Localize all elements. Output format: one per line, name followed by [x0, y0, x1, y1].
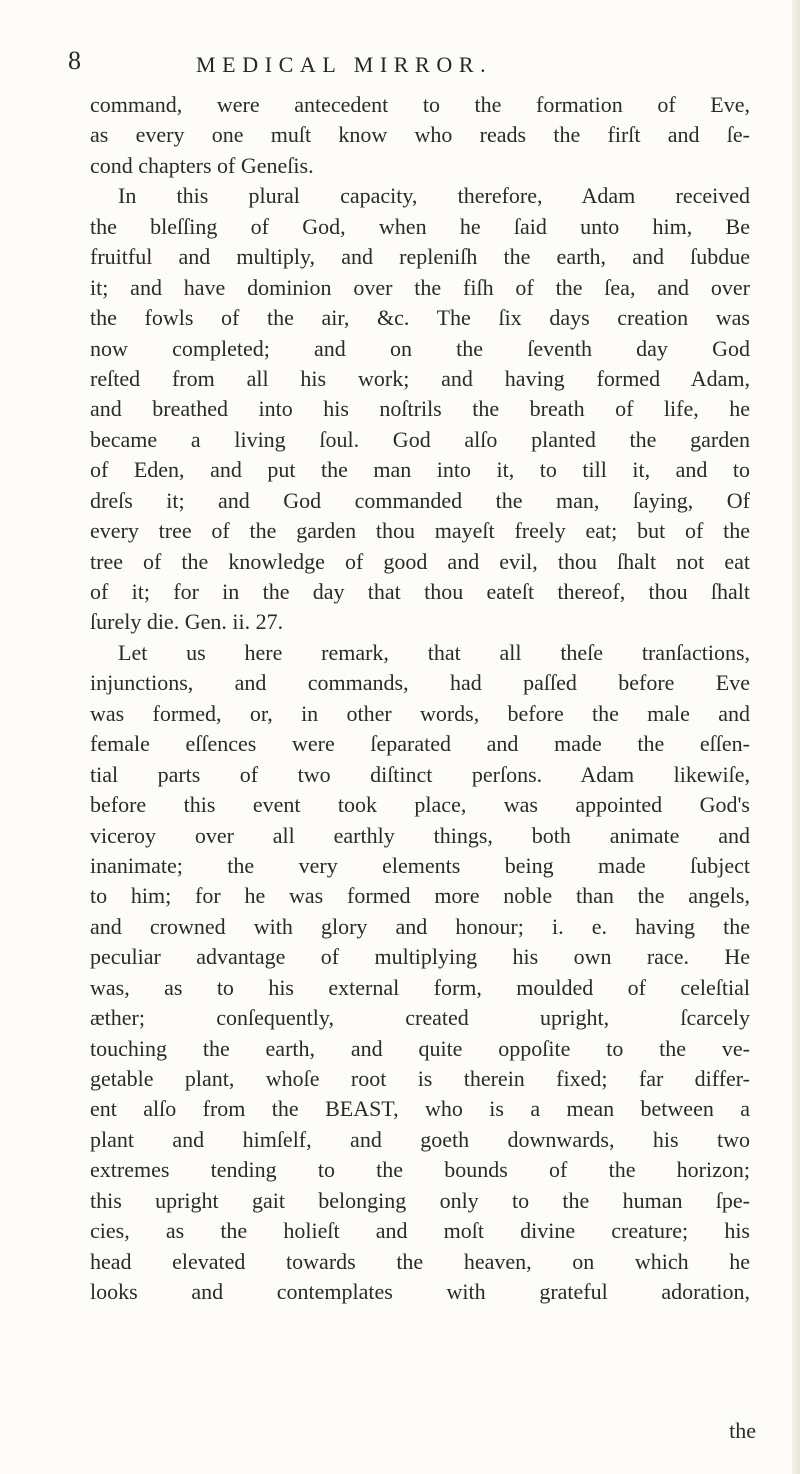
body-text [90, 90, 750, 1308]
text-line: was formed, or, in other words, before the male and [90, 700, 750, 726]
text-line: of it; for in the day that thou eateſt thereof, thou ſhalt [90, 579, 750, 604]
text-line: touching the earth, and quite oppoſite to the ve- [90, 1035, 750, 1061]
text-line: In this plural capacity, therefore, Adam received [118, 183, 750, 209]
catchword: the [729, 1418, 756, 1443]
text-line: became a living ſoul. God alſo planted the garden [90, 426, 750, 452]
page-number: 8 [68, 46, 81, 75]
text-line: reſted from all his work; and having formed Adam, [90, 365, 750, 391]
text-line: head elevated towards the heaven, on which he [90, 1248, 750, 1274]
text-line: female eſſences were ſeparated and made the eſſen- [90, 731, 750, 757]
text-line: now completed; and on the ſeventh day God [90, 335, 750, 361]
text-line: and crowned with glory and honour; i. e. having the [90, 913, 750, 939]
text-line: cies, as the holieſt and moſt divine creature; his [90, 1218, 750, 1244]
text-line: tial parts of two diſtinct perſons. Adam likewiſe, [90, 761, 750, 787]
text-line: dreſs it; and God commanded the man, ſaying, Of [90, 487, 750, 513]
text-line: this upright gait belonging only to the human ſpe- [90, 1187, 750, 1213]
text-line: peculiar advantage of multiplying his own race. He [90, 944, 750, 970]
text-line: plant and himſelf, and goeth downwards, his two [90, 1126, 750, 1152]
text-line: it; and have dominion over the fiſh of the ſea, and over [90, 274, 750, 300]
text-line: æther; conſequently, created upright, ſcarcely [90, 1005, 750, 1031]
text-line: tree of the knowledge of good and evil, thou ſhalt not eat [90, 548, 750, 574]
text-line: ent alſo from the BEAST, who is a mean between a [90, 1096, 750, 1122]
running-head: MEDICAL MIRROR. [196, 52, 493, 77]
text-line: the bleſſing of God, when he ſaid unto him, Be [90, 213, 750, 239]
text-line: before this event took place, was appointed God's [90, 792, 750, 818]
text-line: to him; for he was formed more noble than the angels, [90, 883, 750, 909]
text-line: viceroy over all earthly things, both animate and [90, 822, 750, 848]
text-line: extremes tending to the bounds of the horizon; [90, 1157, 750, 1183]
text-line: command, were antecedent to the formation of Eve, [90, 92, 750, 117]
text-line: inanimate; the very elements being made ſubject [90, 852, 750, 878]
text-line: getable plant, whoſe root is therein fixed; far differ- [90, 1066, 750, 1091]
text-line: ſurely die. Gen. ii. 27. [90, 609, 284, 635]
text-line: fruitful and multiply, and repleniſh the earth, and ſubdue [90, 244, 750, 270]
text-line: injunctions, and commands, had paſſed before Eve [90, 670, 750, 696]
text-line: every tree of the garden thou mayeſt freely eat; but of the [90, 518, 750, 544]
text-line: the fowls of the air, &c. The ſix days creation was [90, 305, 750, 331]
text-line: looks and contemplates with grateful adoration, [90, 1279, 750, 1305]
text-line: was, as to his external form, moulded of celeſtial [90, 974, 750, 1000]
text-line: and breathed into his noſtrils the breath of life, he [90, 396, 750, 422]
text-line: Let us here remark, that all theſe tranſactions, [118, 639, 750, 665]
page-header [0, 46, 800, 82]
text-line: as every one muſt know who reads the firſt and ſe- [90, 122, 750, 148]
text-line: cond chapters of Geneſis. [90, 152, 314, 178]
page-edge-shadow [792, 0, 800, 1474]
text-line: of Eden, and put the man into it, to till it, and to [90, 457, 750, 483]
